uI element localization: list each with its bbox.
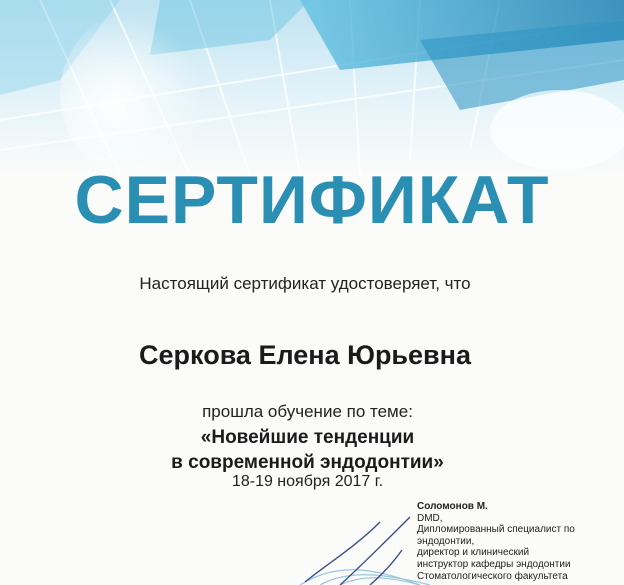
course-dates: 18-19 ноября 2017 г.	[231, 473, 384, 490]
handwritten-signature	[300, 512, 420, 585]
signer-credential-line: эндодонтии,	[417, 535, 475, 547]
signer-credential-line: Дипломированный специалист по	[417, 524, 575, 536]
signer-credential-line: Стоматологического факультета	[417, 570, 568, 582]
signer-name: Соломонов М.	[417, 501, 488, 512]
signer-credential-line: инструктор кафедры эндодонтии	[417, 558, 571, 570]
course-topic-line-2: в современной эндодонтии»	[171, 452, 444, 473]
topic-lead-text: прошла обучение по теме:	[202, 402, 413, 421]
certificate-title: СЕРТИФИКАТ	[74, 162, 550, 238]
signer-credential-line: директор и клинический	[417, 547, 530, 559]
course-topic-line-1: «Новейшие тенденции	[200, 427, 415, 448]
intro-text: Настоящий сертификат удостоверяет, что	[139, 274, 471, 293]
course-topic	[0, 425, 615, 475]
signer-block	[417, 501, 622, 582]
signer-credential-line: DMD,	[417, 512, 443, 524]
recipient-name: Серкова Елена Юрьевна	[139, 340, 471, 370]
